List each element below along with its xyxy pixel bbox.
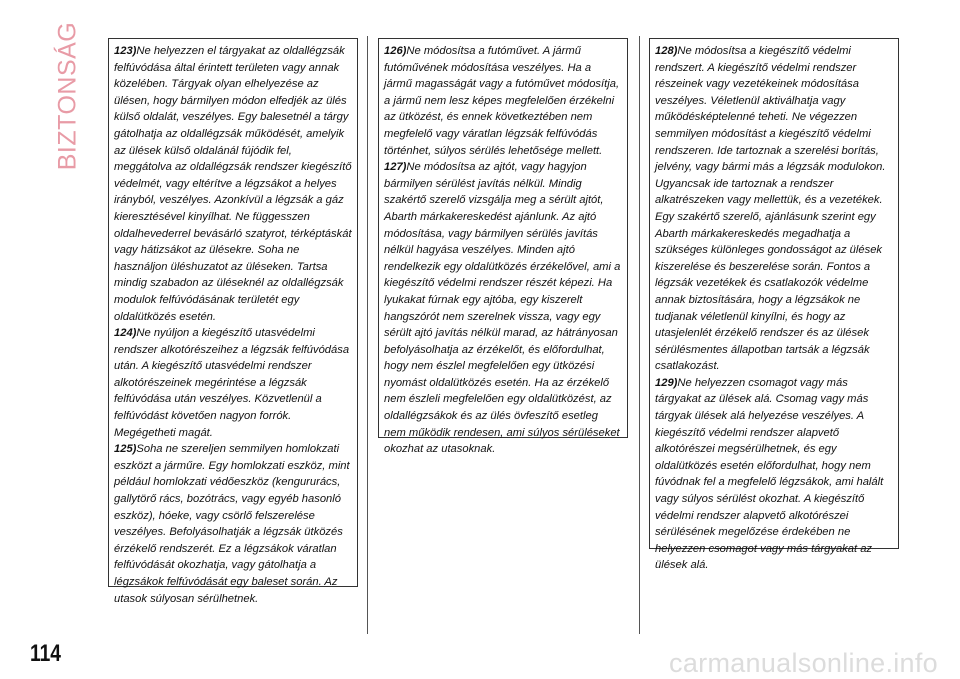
warning-box-col2: [378, 38, 628, 456]
warning-text: Soha ne szereljen semmilyen homlokzati eszközt a járműre. Egy homlokzati eszköz, mint például homlokzati védőeszköz (kengururács, gallytörő rács, bozótrács, vagy egyéb hasonló eszköz), hóeke, vagy csörlő felszerelése veszélyes. Befolyásolhatják a légzsák ütközés érzékelő rendszerét. Ez a légzsákok váratlan felfúvódását okozhatja, vagy gátolhatja a légzsákok felfúvódását egy baleset során. Az utasok súlyosan sérülhetnek.: [114, 443, 350, 605]
warning-number: 127): [384, 161, 407, 174]
warning-text: Ne módosítsa az ajtót, vagy hagyjon bármilyen sérülést javítás nélkül. Mindig szakértő szerelő vizsgálja meg a sérült ajtót, Abarth márkakereskedést ajánlunk. Az ajtó módosítása, vagy bármilyen sérülés javítás nélkül hagyása veszélyes. Minden ajtó rendelkezik egy oldalütközés érzékelővel, ami a kiegészítő védelmi rendszer részét képezi. Ha lyukakat fúrnak egy ajtóba, egy kiszerelt hangszórót nem szerelnek vissza, vagy egy sérült ajtó javítás nélkül marad, az hátrányosan befolyásolhatja az érzékelőt, és előfordulhat, hogy nem észlel megfelelően egy ütközési nyomást oldalütközés esetén. Ha az érzékelő nem észleli megfelelően egy oldalütközést, az oldallégzsákok és az ülés övfeszítő esetleg nem működik rendesen, ami súlyos sérüléseket okozhat az utasoknak.: [384, 161, 621, 456]
warning-item: [384, 159, 622, 458]
page-number: 114: [30, 640, 61, 667]
warning-number: 126): [384, 45, 407, 57]
warning-text: Ne módosítsa a futóművet. A jármű futóművének módosítása veszélyes. Ha a jármű magasságát vagy a futóművet módosítja, a jármű nem lesz képes megfelelően érzékelni az ütközést, és ennek következtében nem megfelelő vagy váratlan légzsák felfúvódás történhet, súlyos sérülés lehetősége mellett.: [384, 45, 620, 157]
warning-box-col3: [649, 38, 899, 572]
warning-number: 129): [655, 376, 678, 389]
warning-item: [114, 43, 352, 325]
warning-item: [114, 325, 352, 441]
warning-item: [655, 375, 893, 574]
column-divider: [639, 36, 640, 634]
warning-item: [114, 441, 352, 607]
column-divider: [367, 36, 368, 634]
warning-text: Ne helyezzen el tárgyakat az oldallégzsák felfúvódása által érintett területen vagy annak közelében. Tárgyak olyan elhelyezése az ülésen, hogy bármilyen módon elfedjék az ülés külső oldalát, veszélyes. Egy balesetnél a tárgy gátolhatja az oldallégzsák működését, amelyik az ülések külső oldalánál fújódik fel, meggátolva az oldallégzsák rendszer kiegészítő védelmét, vagy eltérítve a légzsákot a helyes irányból, veszélyes. Azonkívül a légzsák a gáz kieresztésével kinyílhat. Ne függesszen oldalhevederrel bevásárló szatyrot, térképtáskát vagy hátizsákot az ülésekre. Soha ne használjon üléshuzatot az üléseken. Tartsa mindig szabadon az üléseknél az oldallégzsák modulok felfúvódásának területét egy oldalütközés esetén.: [114, 45, 352, 323]
section-tab-label: BIZTONSÁG: [53, 21, 82, 171]
warning-item: [655, 43, 893, 375]
warning-number: 128): [655, 45, 678, 57]
warning-text: Ne módosítsa a kiegészítő védelmi rendszert. A kiegészítő védelmi rendszer részeinek vagy vezetékeinek módosítása veszélyes. Véletlenül aktiválhatja vagy működésképtelenné teheti. Ne végezzen semmilyen módosítást a kiegészítő védelmi rendszeren. Ide tartoznak a szerelési borítás, jelvény, vagy bármi más a légzsák modulokon. Ugyancsak ide tartoznak a rendszer alkatrészeken vagy mellettük, és a vezetékek. Egy szakértő szerelő, ajánlásunk szerint egy Abarth márkakereskedés megadhatja a szükséges különleges gondosságot az ülések kiszerelése és beszerelése során. Fontos a légzsák vezetékek és csatlakozók védelme annak biztosítására, hogy a légzsákok ne tudjanak véletlenül kinyílni, és hogy az utasjelenlét érzékelő rendszer és az ülések sérülésmentes állapotban tartsák a légzsák csatlakozást.: [655, 45, 886, 373]
warning-box-col1: [108, 38, 358, 605]
warning-item: [384, 43, 622, 159]
warning-text: Ne helyezzen csomagot vagy más tárgyakat az ülések alá. Csomag vagy más tárgyak ülések alá helyezése veszélyes. A kiegészítő védelmi rendszer alapvető alkotórészei megsérülhetnek, és egy oldalütközés esetén előfordulhat, hogy nem fúvódnak fel a megfelelő légzsákok, ami halált vagy súlyos sérülést okozhat. A kiegészítő védelmi rendszer alapvető alkotórészei sérülésének megelőzése érdekében ne helyezzen csomagot vagy más tárgyakat az ülések alá.: [655, 376, 884, 572]
warning-text: Ne nyúljon a kiegészítő utasvédelmi rendszer alkotórészeihez a légzsák felfúvódása után. A kiegészítő utasvédelmi rendszer alkotórészeinek megérintése a légzsák felfúvódása után veszélyes. Közvetlenül a felfúvódást követően nagyon forrók. Megégetheti magát.: [114, 327, 350, 439]
warning-number: 124): [114, 327, 137, 340]
warning-number: 123): [114, 45, 137, 57]
watermark: carmanualsonline.info: [669, 648, 938, 678]
section-tab: [53, 21, 82, 171]
warning-number: 125): [114, 443, 137, 456]
